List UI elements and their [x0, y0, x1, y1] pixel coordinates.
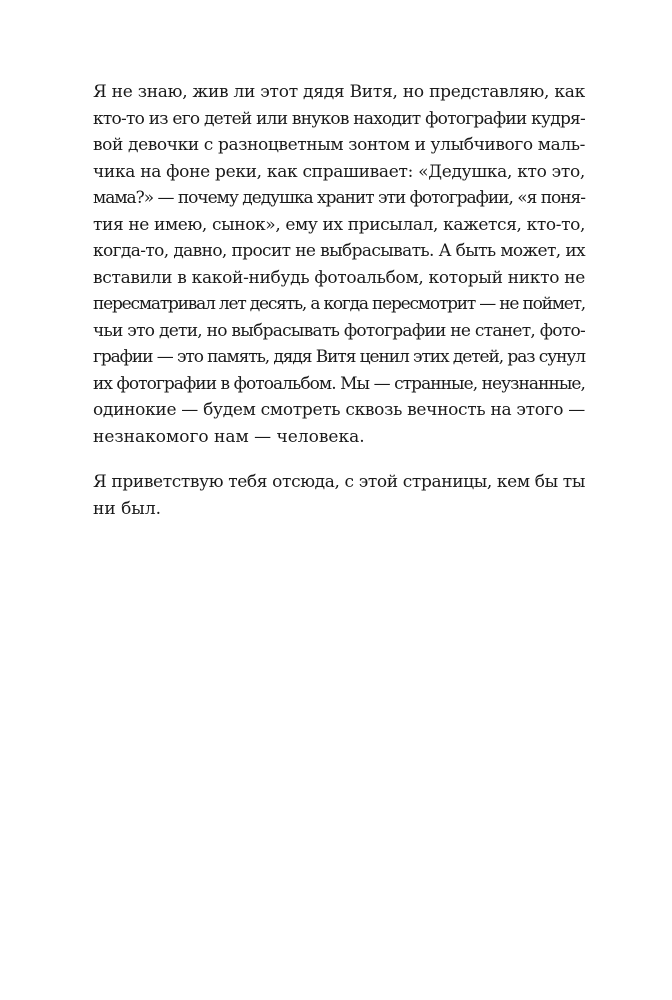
text-line: вставили в какой-нибудь фотоальбом, который никто не	[93, 267, 586, 288]
text-line: чика на фоне реки, как спрашивает: «Дедушка, кто это,	[93, 161, 585, 182]
text-line: мама?» — почему дедушка хранит эти фотографии, «я поня-	[93, 188, 585, 208]
text-line: Я не знаю, жив ли этот дядя Витя, но представляю, как	[93, 82, 585, 102]
text-line: тия не имею, сынок», ему их присылал, кажется, кто-то,	[93, 214, 585, 235]
text-line: Я приветствую тебя отсюда, с этой страницы, кем бы ты	[93, 472, 585, 492]
body-paragraph-2	[93, 469, 585, 522]
text-line: вой девочки с разноцветным зонтом и улыбчивого маль-	[93, 135, 585, 155]
text-line: когда-то, давно, просит не выбрасывать. А быть может, их	[93, 241, 585, 261]
text-line: одинокие — будем смотреть сквозь вечность на этого —	[93, 400, 585, 420]
text-line: их фотографии в фотоальбом. Мы — странные, неузнанные,	[93, 373, 585, 394]
body-paragraph-1	[93, 79, 585, 450]
text-line: чьи это дети, но выбрасывать фотографии не станет, фото-	[93, 320, 585, 341]
text-line: пересматривал лет десять, а когда пересмотрит — не поймет,	[93, 294, 585, 314]
text-line: ни был.	[93, 498, 162, 519]
text-line: кто-то из его детей или внуков находит фотографии кудря-	[93, 108, 585, 129]
text-line: незнакомого нам — человека.	[93, 426, 365, 447]
text-line: графии — это память, дядя Витя ценил этих детей, раз сунул	[93, 347, 585, 367]
